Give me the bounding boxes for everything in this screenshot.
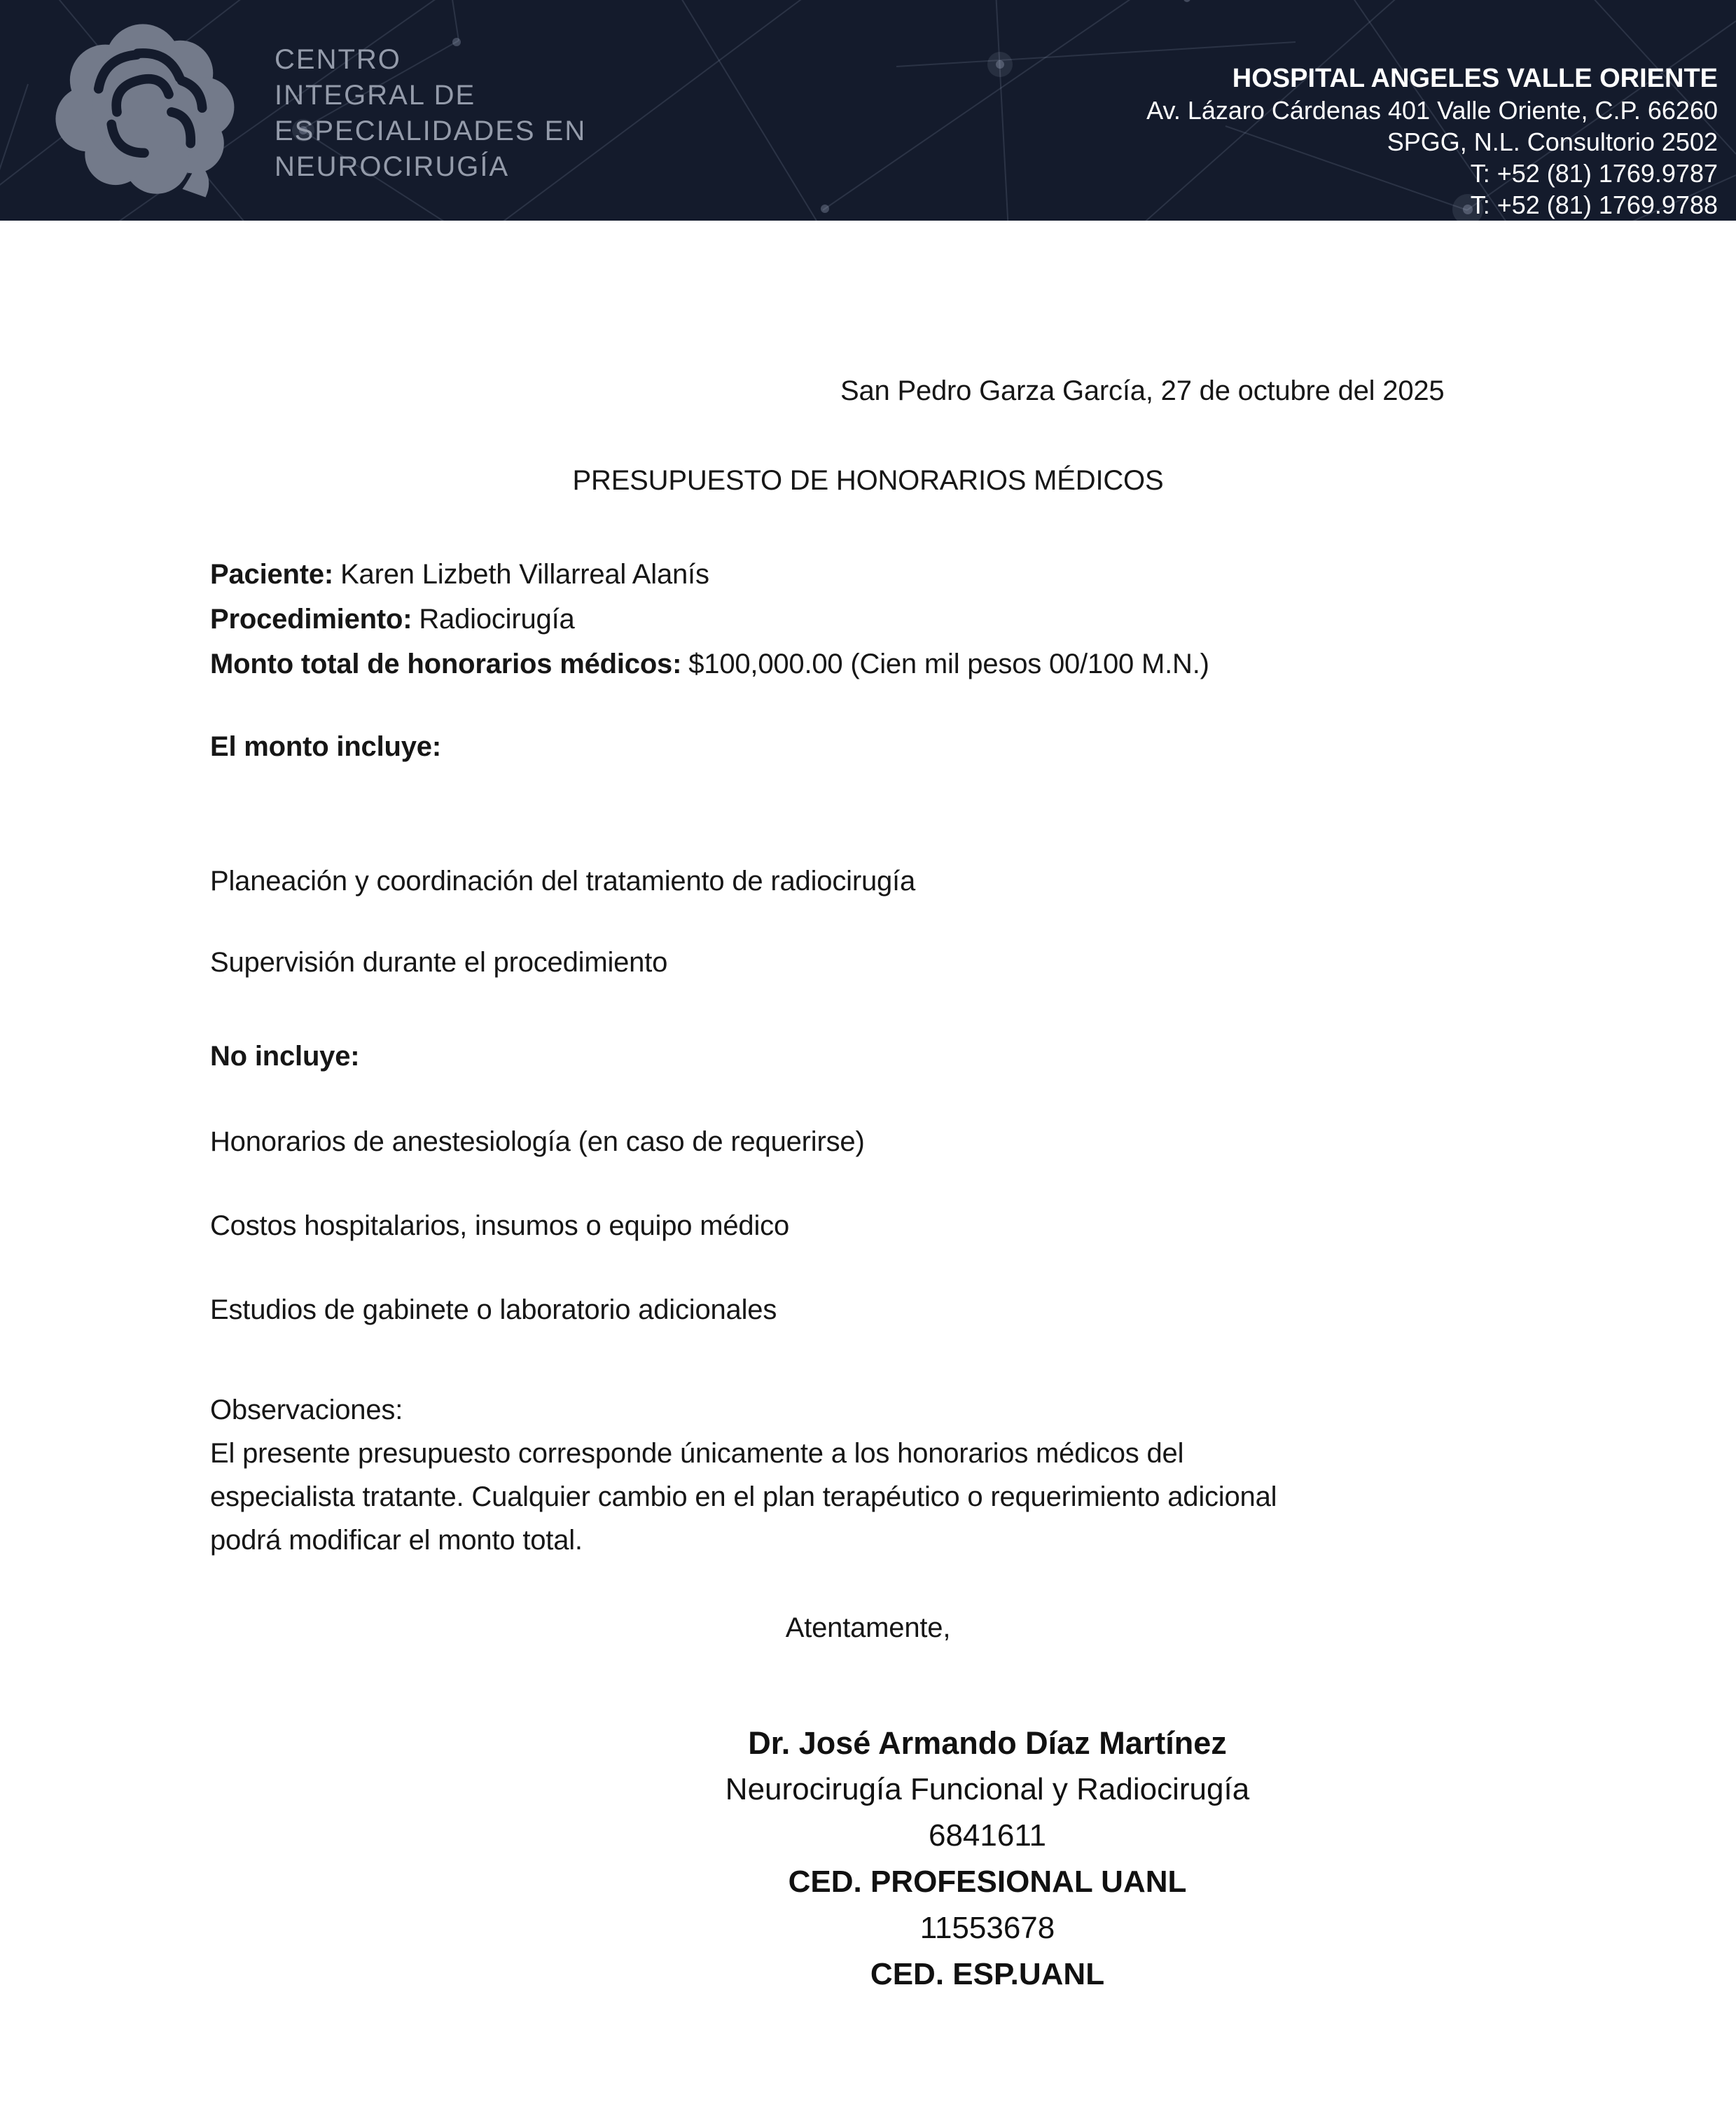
brand-line: INTEGRAL DE [275, 80, 476, 111]
observations-heading: Observaciones: [210, 1395, 403, 1425]
excludes-item: Costos hospitalarios, insumos o equipo médico [210, 1210, 789, 1241]
observations-block [210, 1388, 1277, 1562]
excludes-heading: No incluye: [210, 1041, 360, 1072]
letterhead-band [0, 0, 1736, 221]
observations-line: podrá modificar el monto total. [210, 1525, 583, 1556]
amount-line [210, 642, 1209, 686]
hospital-phone1: T: +52 (81) 1769.9787 [1470, 159, 1718, 188]
date-line: San Pedro Garza García, 27 de octubre del 2025 [840, 375, 1445, 406]
includes-item: Planeación y coordinación del tratamiento de radiocirugía [210, 866, 915, 897]
brand-line: CENTRO [275, 44, 401, 75]
amount-value: $100,000.00 (Cien mil pesos 00/100 M.N.) [688, 649, 1209, 679]
patient-info-block [210, 552, 1209, 686]
procedure-value: Radiocirugía [419, 604, 575, 635]
brand-line: ESPECIALIDADES EN [275, 116, 587, 146]
patient-label: Paciente: [210, 559, 334, 590]
signature-cedula2: 11553678 [919, 1911, 1055, 1945]
includes-item: Supervisión durante el procedimiento [210, 947, 668, 978]
procedure-line [210, 597, 1209, 642]
signature-cedula1-label: CED. PROFESIONAL UANL [788, 1865, 1187, 1899]
hospital-address-line2: SPGG, N.L. Consultorio 2502 [1387, 127, 1718, 156]
patient-line [210, 552, 1209, 597]
excludes-item: Estudios de gabinete o laboratorio adicionales [210, 1294, 777, 1325]
brain-logo-icon [41, 8, 245, 213]
observations-line: especialista tratante. Cualquier cambio en el plan terapéutico o requerimiento adicional [210, 1481, 1277, 1512]
signature-cedula1: 6841611 [928, 1818, 1047, 1853]
hospital-contact-block [1146, 63, 1718, 221]
brand-wordmark [275, 42, 586, 185]
signature-block [287, 1720, 1688, 1998]
hospital-phone2: T: +52 (81) 1769.9788 [1470, 191, 1718, 219]
signature-specialty: Neurocirugía Funcional y Radiocirugía [725, 1772, 1250, 1806]
procedure-label: Procedimiento: [210, 604, 412, 635]
signature-cedula2-label: CED. ESP.UANL [870, 1957, 1105, 1991]
observations-line: El presente presupuesto corresponde únicamente a los honorarios médicos del [210, 1438, 1184, 1469]
signature-name: Dr. José Armando Díaz Martínez [748, 1725, 1227, 1761]
includes-heading: El monto incluye: [210, 731, 441, 762]
document-title: PRESUPUESTO DE HONORARIOS MÉDICOS [572, 465, 1164, 496]
amount-label: Monto total de honorarios médicos: [210, 649, 682, 679]
excludes-item: Honorarios de anestesiología (en caso de requerirse) [210, 1126, 865, 1157]
hospital-address-line1: Av. Lázaro Cárdenas 401 Valle Oriente, C.P. 66260 [1146, 96, 1718, 125]
hospital-name: HOSPITAL ANGELES VALLE ORIENTE [1232, 64, 1718, 93]
brand-line: NEUROCIRUGÍA [275, 151, 510, 182]
closing-line: Atentamente, [785, 1612, 951, 1643]
patient-value: Karen Lizbeth Villarreal Alanís [340, 559, 709, 590]
